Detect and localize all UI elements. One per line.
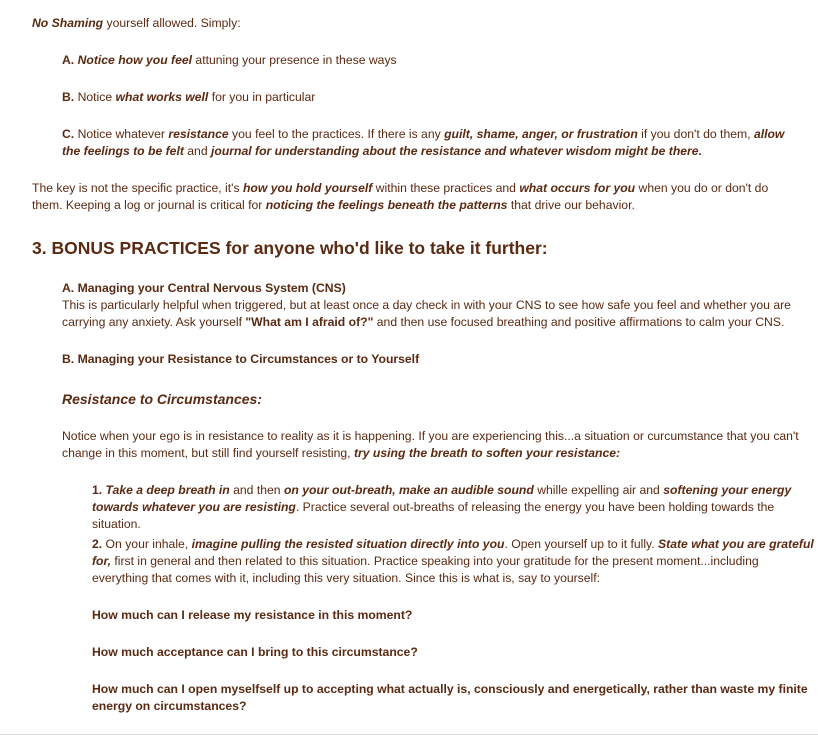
intro-line: No Shaming yourself allowed. Simply:	[32, 16, 241, 30]
question-2: How much acceptance can I bring to this circumstance?	[92, 645, 418, 659]
key-paragraph: The key is not the specific practice, it's how you hold yourself within these practices and what occurs for you when you do or don't do them. Keeping a log or journal is critical for noticing the feelings beneath the patterns that drive our behavior.	[32, 181, 769, 212]
resistance-title: B. Managing your Resistance to Circumstances or to Yourself	[62, 352, 420, 366]
notice-paragraph: Notice when your ego is in resistance to reality as it is happening. If you are experiencing this...a situation or curcumstance that you can't change in this moment, but still find yourself resisting, try using the breath to soften your resistance:	[62, 429, 799, 460]
question-3: How much can I open myselfself up to accepting what actually is, consciously and energetically, rather than waste my finite energy on circumstances?	[92, 682, 808, 713]
cns-section	[62, 280, 802, 331]
cns-title: A. Managing your Central Nervous System (CNS)	[62, 281, 346, 295]
bonus-heading: 3. BONUS PRACTICES for anyone who'd like to take it further:	[32, 238, 548, 258]
step-b: B. Notice what works well for you in particular	[62, 90, 316, 104]
question-1: How much can I release my resistance in this moment?	[92, 608, 413, 622]
resistance-subheading: Resistance to Circumstances:	[62, 391, 262, 407]
step-a: A. Notice how you feel attuning your presence in these ways	[62, 53, 397, 67]
cns-body: This is particularly helpful when triggered, but at least once a day check in with your CNS to see how safe you feel and whether you are carrying any anxiety. Ask yourself "What am I afraid of?" and then use focused breathing and positive affirmations to calm your CNS.	[62, 298, 791, 329]
practice-1: 1. Take a deep breath in and then on your out-breath, make an audible sound whille expelling air and softening your energy towards whatever you are resisting. Practice several out-breaths of releasing the energy you have been holding towards the situation.	[92, 483, 792, 531]
step-c: C. Notice whatever resistance you feel to the practices. If there is any guilt, shame, anger, or frustration if you don't do them, allow the feelings to be felt and journal for understanding about the resistance and whatever wisdom might be there.	[62, 127, 785, 158]
practice-2: 2. On your inhale, imagine pulling the resisted situation directly into you. Open yourself up to it fully. State what you are grateful for, first in general and then related to this situation. Practice speaking into your gratitude for the present moment...including everything that comes with it, including this very situation. Since this is what is, say to yourself:	[92, 537, 814, 585]
